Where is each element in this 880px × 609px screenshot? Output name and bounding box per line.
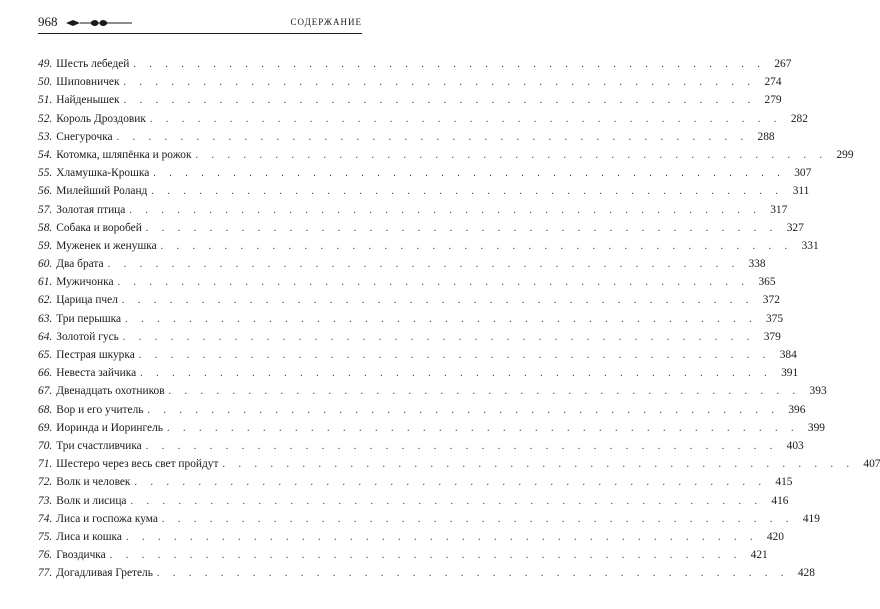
- toc-entry-title: Мужичонка: [56, 276, 114, 289]
- toc-entry-page: 307: [794, 167, 812, 180]
- toc-entry-page: 391: [781, 367, 799, 380]
- toc-entry-title: Снегурочка: [56, 130, 113, 143]
- toc-dot-leader: . . . . . . . . . . . . . . . . . . . . . . . . . . . . . . . . . . . . . . . .: [161, 513, 794, 525]
- toc-entry-title: Пестрая шкурка: [56, 349, 135, 361]
- toc-entry: [38, 310, 784, 328]
- toc-entry: [38, 401, 806, 419]
- toc-entry-page: 279: [764, 94, 782, 107]
- toc-entry-title: Лиса и кошка: [56, 530, 122, 543]
- toc-entry: [38, 182, 810, 200]
- toc-dot-leader: . . . . . . . . . . . . . . . . . . . . . . . . . . . . . . . . . . . . . . . .: [145, 222, 778, 234]
- page-header: [38, 14, 362, 30]
- toc-entry-page: 372: [762, 294, 780, 307]
- toc-dot-leader: . . . . . . . . . . . . . . . . . . . . . . . . . . . . . . . . . . . . . . . .: [107, 259, 740, 271]
- toc-entry-number: 51.: [38, 94, 53, 107]
- toc-entry-number: 55.: [38, 167, 53, 180]
- toc-entry-number: 70.: [38, 439, 53, 452]
- toc-entry-number: 69.: [38, 421, 53, 434]
- toc-entry-title: Найденышек: [56, 94, 120, 107]
- toc-dot-leader: . . . . . . . . . . . . . . . . . . . . . . . . . . . . . . . . . . . . . . . .: [129, 204, 762, 216]
- header-rule: [38, 33, 362, 34]
- toc-entry-page: 317: [770, 203, 788, 216]
- toc-entry-number: 74.: [38, 512, 53, 525]
- toc-entry: [38, 419, 825, 437]
- toc-dot-leader: . . . . . . . . . . . . . . . . . . . . . . . . . . . . . . . . . . . . . . . .: [133, 59, 766, 70]
- toc-dot-leader: . . . . . . . . . . . . . . . . . . . . . . . . . . . . . . . . . . . . . . . .: [222, 459, 855, 471]
- page-number: 968: [38, 14, 58, 29]
- toc-dot-leader: . . . . . . . . . . . . . . . . . . . . . . . . . . . . . . . . . . . . . . . .: [123, 95, 756, 107]
- toc-entry-page: 399: [807, 421, 825, 434]
- toc-dot-leader: . . . . . . . . . . . . . . . . . . . . . . . . . . . . . . . . . . . . . . . .: [116, 131, 749, 143]
- toc-entry: [38, 564, 815, 582]
- toc-dot-leader: . . . . . . . . . . . . . . . . . . . . . . . . . . . . . . . . . . . . . . . .: [125, 313, 758, 325]
- toc-entry: [38, 382, 827, 400]
- toc-dot-leader: . . . . . . . . . . . . . . . . . . . . . . . . . . . . . . . . . . . . . . . .: [140, 368, 773, 380]
- toc-entry: [38, 346, 797, 364]
- toc-entry-number: 61.: [38, 276, 53, 289]
- toc-entry-page: 416: [771, 494, 789, 507]
- toc-entry-title: Шиповничек: [56, 76, 120, 89]
- toc-dot-leader: . . . . . . . . . . . . . . . . . . . . . . . . . . . . . . . . . . . . . . . .: [147, 404, 780, 416]
- toc-entry: [38, 219, 804, 237]
- toc-entry-title: Три счастливчика: [56, 439, 142, 452]
- toc-dot-leader: . . . . . . . . . . . . . . . . . . . . . . . . . . . . . . . . . . . . . . . .: [117, 277, 750, 289]
- toc-entry-page: 421: [750, 549, 768, 562]
- toc-dot-leader: . . . . . . . . . . . . . . . . . . . . . . . . . . . . . . . . . . . . . . . .: [122, 331, 755, 343]
- toc-dot-leader: . . . . . . . . . . . . . . . . . . . . . . . . . . . . . . . . . . . . . . . .: [160, 240, 793, 252]
- toc-entry: [38, 473, 793, 491]
- toc-entry-page: 396: [788, 403, 806, 416]
- toc-entry-page: 288: [757, 130, 775, 143]
- toc-entry: [38, 364, 799, 382]
- toc-entry-page: 327: [786, 221, 804, 234]
- toc-dot-leader: . . . . . . . . . . . . . . . . . . . . . . . . . . . . . . . . . . . . . . . .: [166, 422, 799, 434]
- toc-entry-page: 379: [763, 330, 781, 343]
- toc-entry: [38, 528, 784, 546]
- toc-entry-page: 415: [775, 476, 793, 489]
- toc-entry-title: Муженек и женушка: [56, 239, 157, 252]
- toc-entry-number: 63.: [38, 312, 53, 325]
- ornament-icon: [64, 19, 134, 27]
- toc-entry-number: 66.: [38, 367, 53, 380]
- toc-entry: [38, 128, 775, 146]
- toc-entry-title: Лиса и госпожа кума: [56, 512, 158, 525]
- toc-entry-number: 56.: [38, 185, 53, 198]
- toc-entry-number: 73.: [38, 494, 53, 507]
- toc-entry-title: Шестеро через весь свет пройдут: [56, 458, 219, 471]
- toc-dot-leader: . . . . . . . . . . . . . . . . . . . . . . . . . . . . . . . . . . . . . . . .: [195, 149, 828, 161]
- toc-entry-title: Иоринда и Иорингель: [56, 421, 163, 434]
- toc-entry-title: Шесть лебедей: [56, 58, 130, 70]
- toc-entry-page: 419: [802, 512, 820, 525]
- toc-dot-leader: . . . . . . . . . . . . . . . . . . . . . . . . . . . . . . . . . . . . . . . .: [151, 186, 784, 198]
- toc-entry-number: 49.: [38, 58, 53, 70]
- toc-entry: [38, 201, 788, 219]
- toc-dot-leader: . . . . . . . . . . . . . . . . . . . . . . . . . . . . . . . . . . . . . . . .: [149, 113, 782, 125]
- running-head: СОДЕРЖАНИЕ: [290, 17, 362, 27]
- toc-entry-page: 311: [792, 185, 810, 198]
- toc-entry-page: 282: [790, 112, 808, 125]
- toc-entry: [38, 546, 768, 564]
- toc-entry-number: 62.: [38, 294, 53, 307]
- toc-entry-number: 67.: [38, 385, 53, 398]
- toc-entry-title: Невеста зайчика: [56, 367, 137, 380]
- toc-entry: [38, 91, 782, 109]
- toc-entry-number: 50.: [38, 76, 53, 89]
- toc-entry: [38, 510, 820, 528]
- toc-dot-leader: . . . . . . . . . . . . . . . . . . . . . . . . . . . . . . . . . . . . . . . .: [125, 531, 758, 543]
- toc-entry-page: 365: [758, 276, 776, 289]
- toc-entry-number: 65.: [38, 349, 53, 361]
- toc-entry-title: Котомка, шляпёнка и рожок: [56, 148, 192, 161]
- toc-entry-title: Король Дроздовик: [56, 112, 146, 125]
- toc-entry-title: Два брата: [56, 258, 104, 271]
- toc-entry-title: Собака и воробей: [56, 221, 142, 234]
- toc-entry-page: 428: [797, 567, 815, 580]
- toc-entry: [38, 273, 776, 291]
- toc-dot-leader: . . . . . . . . . . . . . . . . . . . . . . . . . . . . . . . . . . . . . . . .: [138, 350, 771, 361]
- toc-entry-page: 375: [766, 312, 784, 325]
- toc-entry-number: 52.: [38, 112, 53, 125]
- toc-entry: [38, 164, 812, 182]
- toc-dot-leader: . . . . . . . . . . . . . . . . . . . . . . . . . . . . . . . . . . . . . . . .: [130, 495, 763, 507]
- toc-entry-number: 57.: [38, 203, 53, 216]
- toc-entry-title: Царица пчел: [56, 294, 118, 307]
- toc-entry: [38, 237, 819, 255]
- toc-entry-number: 77.: [38, 567, 53, 580]
- toc-entry-number: 72.: [38, 476, 53, 489]
- toc-entry-page: 338: [748, 258, 766, 271]
- toc-dot-leader: . . . . . . . . . . . . . . . . . . . . . . . . . . . . . . . . . . . . . . . .: [123, 77, 756, 89]
- toc-entry: [38, 291, 780, 309]
- toc-dot-leader: . . . . . . . . . . . . . . . . . . . . . . . . . . . . . . . . . . . . . . . .: [145, 440, 778, 452]
- toc-entry-page: 403: [786, 439, 804, 452]
- toc-entry-page: 420: [766, 530, 784, 543]
- toc-entry-title: Вор и его учитель: [56, 403, 144, 416]
- toc-entry-number: 54.: [38, 148, 53, 161]
- toc-entry-number: 53.: [38, 130, 53, 143]
- toc-entry-number: 75.: [38, 530, 53, 543]
- toc-entry: [38, 492, 789, 510]
- toc-entry-title: Волк и человек: [56, 476, 131, 489]
- table-of-contents: [38, 55, 880, 582]
- toc-entry: [38, 328, 781, 346]
- toc-entry: [38, 437, 804, 455]
- toc-dot-leader: . . . . . . . . . . . . . . . . . . . . . . . . . . . . . . . . . . . . . . . .: [168, 386, 801, 398]
- toc-entry-number: 58.: [38, 221, 53, 234]
- toc-entry-number: 68.: [38, 403, 53, 416]
- toc-entry-page: 331: [801, 239, 819, 252]
- toc-dot-leader: . . . . . . . . . . . . . . . . . . . . . . . . . . . . . . . . . . . . . . . .: [121, 295, 754, 307]
- toc-entry-number: 59.: [38, 239, 53, 252]
- toc-dot-leader: . . . . . . . . . . . . . . . . . . . . . . . . . . . . . . . . . . . . . . . .: [156, 568, 789, 580]
- toc-dot-leader: . . . . . . . . . . . . . . . . . . . . . . . . . . . . . . . . . . . . . . . .: [153, 168, 786, 180]
- toc-entry-title: Двенадцать охотников: [56, 385, 165, 398]
- toc-entry: [38, 146, 854, 164]
- toc-entry-number: 76.: [38, 549, 53, 562]
- toc-entry-title: Волк и лисица: [56, 494, 127, 507]
- toc-entry: [38, 255, 766, 273]
- toc-entry: [38, 455, 880, 473]
- toc-entry: [38, 73, 782, 91]
- toc-entry-title: Гвоздичка: [56, 549, 106, 562]
- toc-dot-leader: . . . . . . . . . . . . . . . . . . . . . . . . . . . . . . . . . . . . . . . .: [109, 550, 742, 562]
- toc-entry-page: 384: [779, 349, 797, 361]
- toc-entry-title: Золотой гусь: [56, 330, 119, 343]
- toc-entry: [38, 55, 792, 73]
- toc-entry: [38, 110, 808, 128]
- toc-dot-leader: . . . . . . . . . . . . . . . . . . . . . . . . . . . . . . . . . . . . . . . .: [134, 477, 767, 489]
- toc-entry-title: Золотая птица: [56, 203, 126, 216]
- toc-entry-number: 60.: [38, 258, 53, 271]
- toc-entry-title: Три перышка: [56, 312, 122, 325]
- toc-entry-title: Догадливая Гретель: [56, 567, 153, 580]
- toc-entry-page: 267: [774, 58, 792, 70]
- toc-entry-page: 393: [809, 385, 827, 398]
- toc-entry-title: Хламушка-Крошка: [56, 167, 150, 180]
- toc-entry-page: 274: [764, 76, 782, 89]
- toc-entry-number: 64.: [38, 330, 53, 343]
- toc-entry-page: 407: [863, 458, 880, 471]
- toc-entry-number: 71.: [38, 458, 53, 471]
- toc-entry-title: Милейший Роланд: [56, 185, 148, 198]
- toc-entry-page: 299: [836, 148, 854, 161]
